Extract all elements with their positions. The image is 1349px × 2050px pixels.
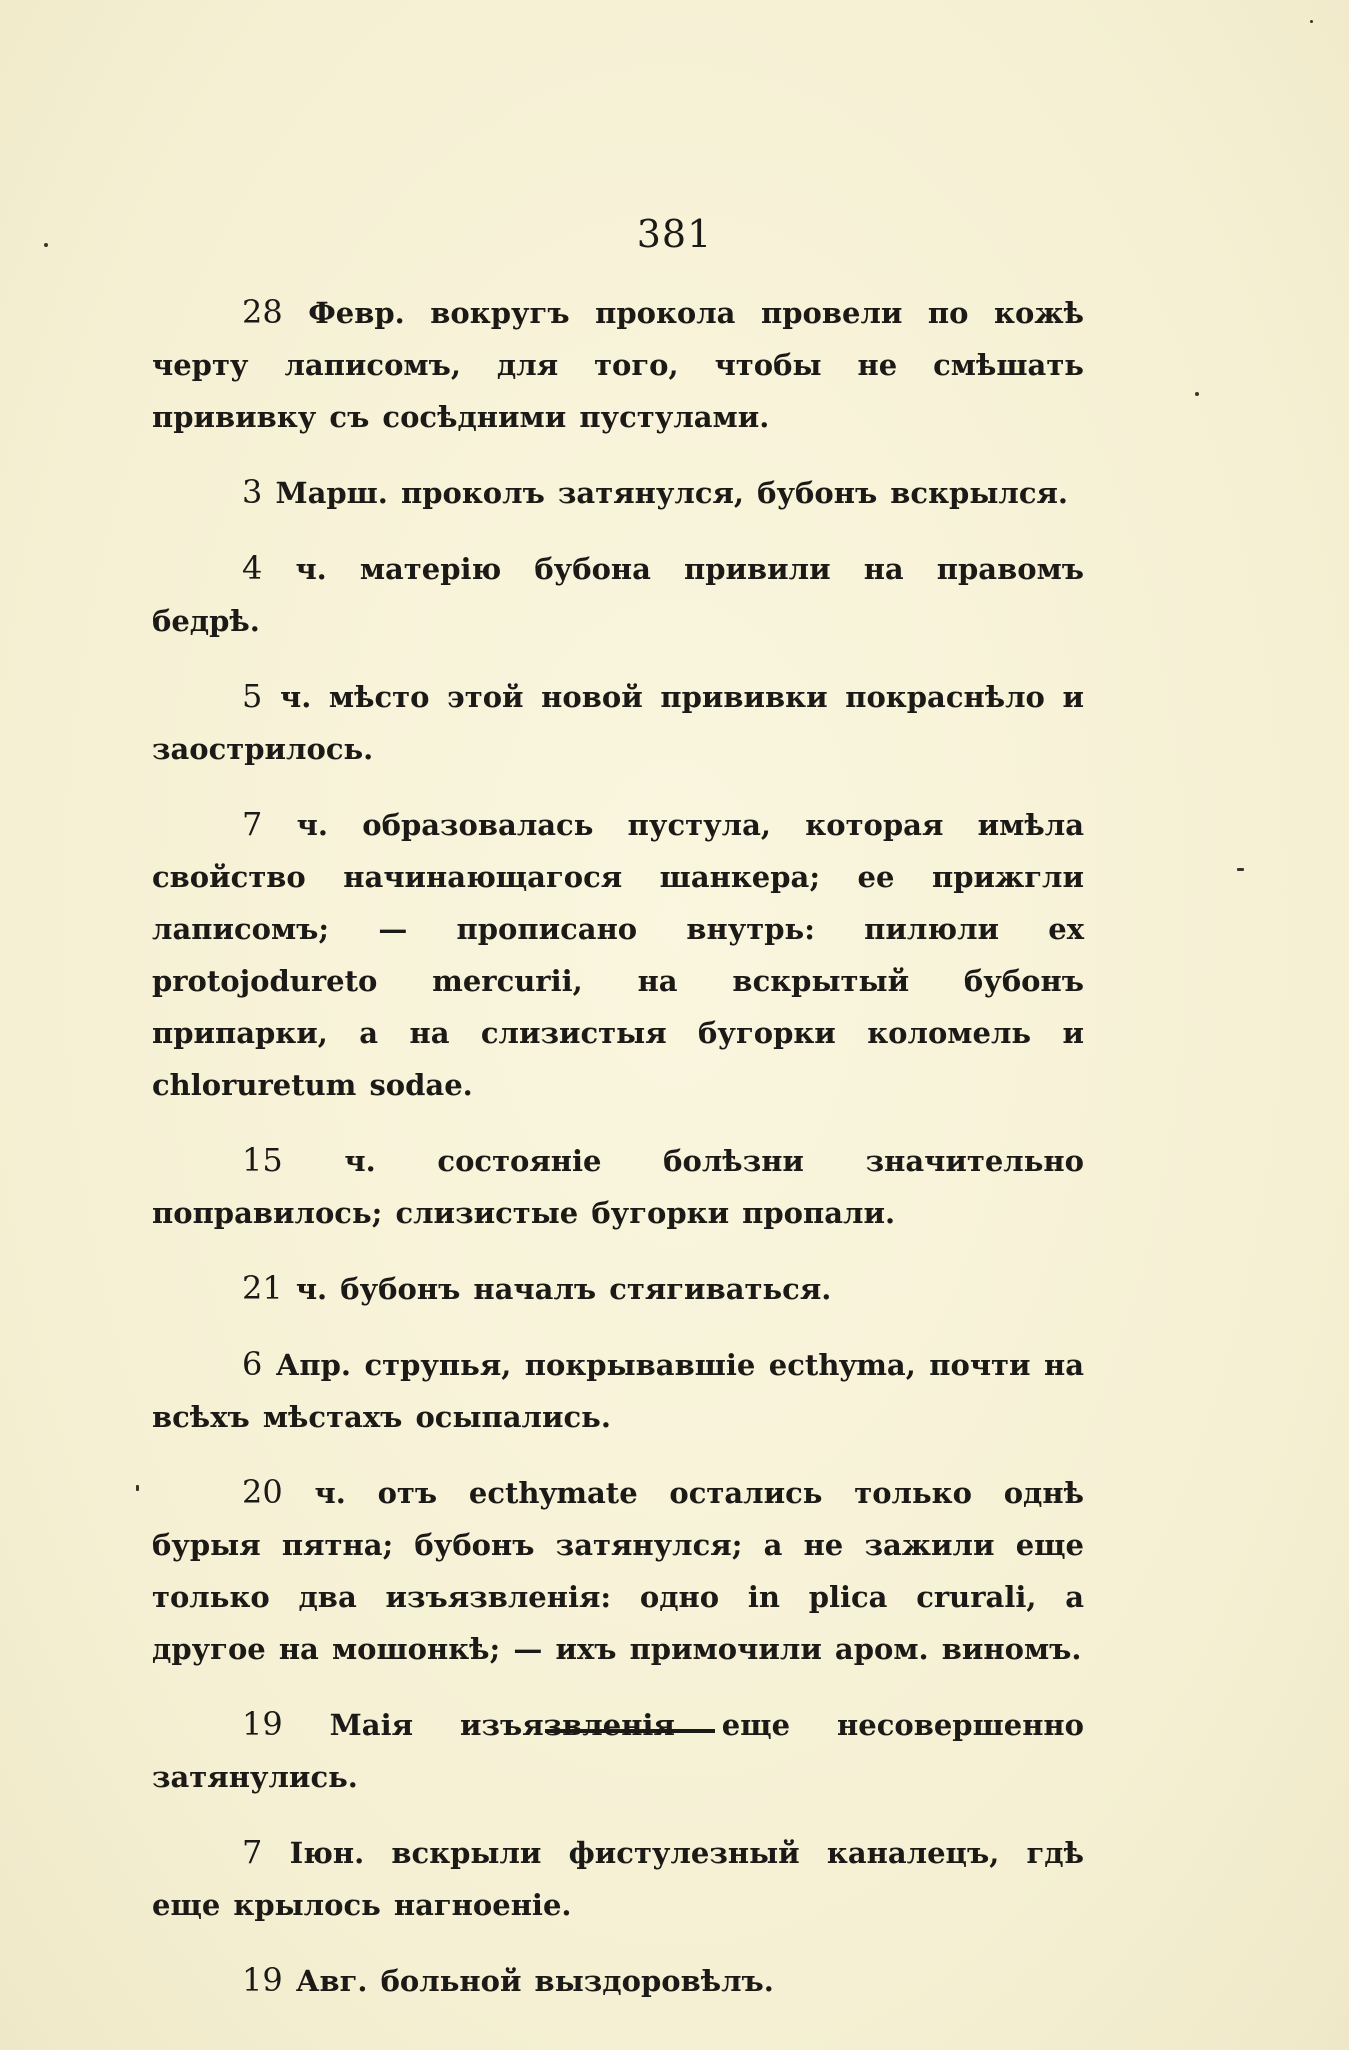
- day-number: 7: [242, 1833, 263, 1871]
- paper-speck: [136, 1485, 139, 1491]
- month-abbr: Маія: [329, 1708, 414, 1742]
- paragraph: [152, 542, 1084, 647]
- day-number: 28: [242, 293, 283, 331]
- paragraph-text: отъ ecthymate остались только однѣ бурыя пятна; бубонъ затянулся; а не зажили еще только два изъязвленія: одно in plica crurali, а другое на мошонкѣ; — ихъ примочили аром. виномъ.: [152, 1476, 1084, 1666]
- day-number: 4: [242, 549, 263, 587]
- paragraph-text: изъязвленія еще несовершенно затянулись.: [152, 1708, 1084, 1794]
- month-abbr: ч.: [344, 1144, 376, 1178]
- paragraph: [152, 798, 1084, 1111]
- paragraph: [152, 1466, 1084, 1675]
- paragraph-text: струпья, покрывавшіе ecthyma, почти на всѣхъ мѣстахъ осыпались.: [152, 1348, 1084, 1434]
- day-number: 20: [242, 1473, 283, 1511]
- month-abbr: Апр.: [275, 1348, 352, 1382]
- paragraph-text: вокругъ прокола провели по кожѣ черту лаписомъ, для того, чтобы не смѣшать прививку съ сосѣдними пустулами.: [152, 296, 1084, 434]
- paragraph-text: бубонъ началъ стягиваться.: [327, 1272, 832, 1306]
- paragraph-text: образовалась пустула, которая имѣла свойство начинающагося шанкера; ее прижгли лаписомъ; — прописано внутрь: пилюли ex protojodureto mercurii, на вскрытый бубонъ припарки, а на слизистыя бугорки коломель и chloruretum sodae.: [152, 808, 1084, 1102]
- page-number: 381: [636, 212, 713, 256]
- day-number: 6: [242, 1345, 263, 1383]
- paragraph: [152, 1134, 1084, 1239]
- paragraph-text: состояніе болѣзни значительно поправилось; слизистые бугорки пропали.: [152, 1144, 1084, 1230]
- day-number: 3: [242, 473, 263, 511]
- paragraph-text: проколъ затянулся, бубонъ вскрылся.: [387, 476, 1069, 510]
- paper-speck: [1310, 20, 1313, 23]
- day-number: 15: [242, 1141, 283, 1179]
- paragraph: [152, 286, 1084, 443]
- month-abbr: ч.: [279, 680, 312, 714]
- month-abbr: Марш.: [275, 476, 388, 510]
- closing-rule: [545, 1729, 715, 1733]
- paragraph-text: вскрыли фистулезный каналецъ, гдѣ еще крылось нагноеніе.: [152, 1836, 1084, 1922]
- day-number: 7: [242, 805, 263, 843]
- paragraph: [152, 1262, 1084, 1315]
- paragraph: [152, 1954, 1084, 2007]
- month-abbr: Февр.: [308, 296, 405, 330]
- paragraph: [152, 670, 1084, 775]
- day-number: 21: [242, 1269, 283, 1307]
- month-abbr: Авг.: [295, 1964, 368, 1998]
- day-number: 19: [242, 1961, 283, 1999]
- paper-speck: [44, 243, 48, 247]
- paragraph: [152, 1338, 1084, 1443]
- month-abbr: ч.: [295, 552, 327, 586]
- day-number: 19: [242, 1705, 283, 1743]
- paper-speck: [1195, 392, 1199, 396]
- month-abbr: ч.: [295, 1272, 328, 1306]
- month-abbr: ч.: [314, 1476, 346, 1510]
- paragraph: [152, 1826, 1084, 1931]
- paragraph-text: больной выздоровѣлъ.: [367, 1964, 774, 1998]
- month-abbr: Іюн.: [289, 1836, 365, 1870]
- paper-speck: [1237, 868, 1244, 871]
- paragraph-text: мѣсто этой новой прививки покраснѣло и заострилось.: [152, 680, 1084, 766]
- paragraph-text: матерію бубона привили на правомъ бедрѣ.: [152, 552, 1084, 638]
- month-abbr: ч.: [296, 808, 328, 842]
- paragraph: [152, 466, 1084, 519]
- text-body: [152, 286, 1084, 2030]
- paragraph: [152, 1698, 1084, 1803]
- day-number: 5: [242, 677, 263, 715]
